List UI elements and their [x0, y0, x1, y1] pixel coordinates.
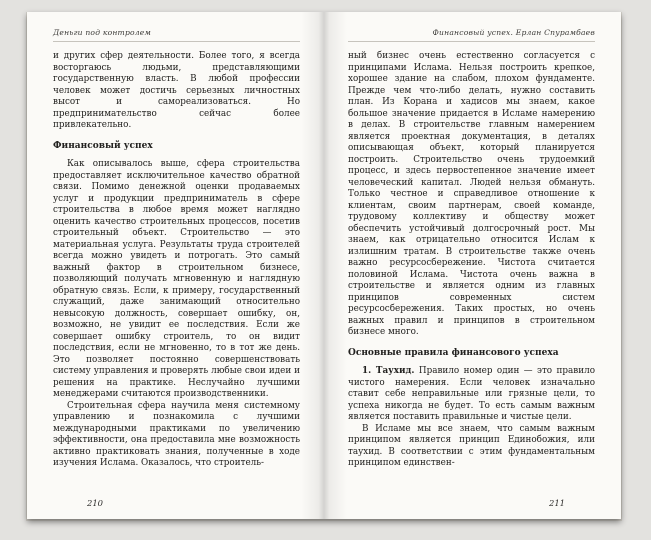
paragraph [348, 366, 595, 424]
right-page-body [348, 51, 595, 470]
left-page-body [53, 51, 300, 470]
paragraph: Строительная сфера научила меня системному управлению и познакомила с лучшими международными практиками по увеличению эффективности, она предоставила мне возможность активно практиковать знания, полученные в ходе изучения Ислама. Оказалось, что строитель- [53, 400, 300, 468]
running-head-left: Деньги под контролем [53, 28, 300, 42]
paragraph: Как описывалось выше, сфера строительства предоставляет исключительное качество обратной связи. Помимо денежной оценки продаваемых услуг и продукции предприниматель в сфере строительства в любое время может наглядно оценить качество строительных процессов, посетив строительный объект. Строительство — это материальная услуга. Результаты труда строителей всегда можно увидеть и потрогать. Это самый важный фактор в строительном бизнесе, позволяющий получать мгновенную и наглядную обратную связь. Если, к примеру, государственный служащий, даже занимающий относительно невысокую должность, совершает ошибку, он, возможно, не увидит ее последствия. Если же совершает ошибку строитель, то он видит последствия, если не мгновенно, то в тот же день. Это позволяет постоянно совершенствовать систему управления и проверять любые свои идеи и решения на практике. Неслучайно лучшими менеджерами считаются производственники. [53, 159, 300, 399]
section-heading: Основные правила финансового успеха [348, 347, 559, 358]
rule-text: Правило номер один — это правило чистого намерения. Если человек изначально ставит себе неправильные или грязные цели, то успеха никогда не будет. То есть самым важным является поставить правильные и чистые цели. [348, 366, 595, 422]
running-head-right: Финансовый успех. Ерлан Спурамбаев [348, 28, 595, 42]
left-page [27, 12, 324, 519]
rule-number-lead: 1. Таухид. [362, 366, 415, 376]
paragraph: В Исламе мы все знаем, что самым важным принципом является принцип Единобожия, или таухид. В соответствии с этим фундаментальным принципом единствен- [348, 423, 595, 468]
paragraph: и других сфер деятельности. Более того, я всегда восторгаюсь людьми, представляющими государственную власть. В любой профессии человек может достичь серьезных личностных высот и самореализоваться. Но предпринимательство сейчас более привлекательно. [53, 51, 300, 130]
page-number-left: 210 [87, 498, 103, 508]
page-number-right: 211 [549, 498, 565, 508]
book-spread [27, 12, 621, 519]
right-page [324, 12, 621, 519]
paragraph: ный бизнес очень естественно согласуется с принципами Ислама. Нельзя построить крепкое, хорошее здание на слабом, плохом фундаменте. Прежде чем что-либо делать, нужно составить план. Из Корана и хадисов мы знаем, какое большое значение придается в Исламе намерению в делах. В строительстве главным намерением является проектная документация, в деталях описывающая объект, который планируется построить. Строительство очень трудоемкий процесс, и здесь первостепенное значение имеет человеческий капитал. Людей нельзя обмануть. Только честное и справедливое отношение к клиентам, своим партнерам, своей команде, трудовому коллективу и обществу может обеспечить устойчивый долгосрочный рост. Мы знаем, как отрицательно относится Ислам к излишним тратам. В строительстве также очень важно ресурсосбережение. Чистота считается половиной Ислама. Чистота очень важна в строительстве и является одним из главных принципов современных систем ресурсосбережения. Таких простых, но очень важных правил и принципов в строительном бизнесе много. [348, 51, 595, 337]
section-heading: Финансовый успех [53, 140, 153, 151]
